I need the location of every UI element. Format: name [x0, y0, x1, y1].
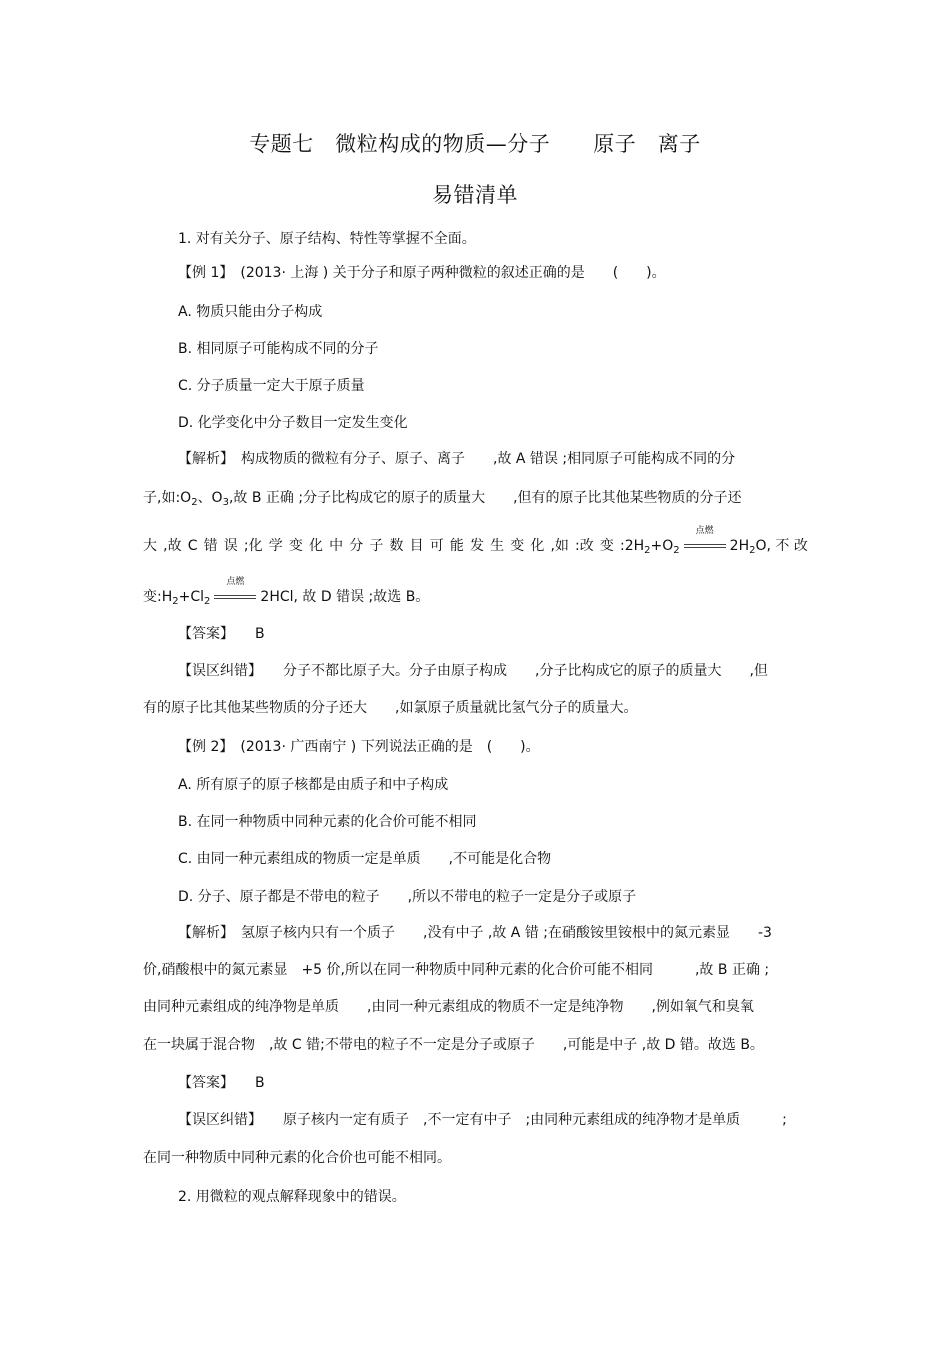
example-2-answer: 【答案】 B: [178, 1075, 265, 1091]
example-2-analysis-line-3: 由同种元素组成的纯净物是单质 ,由同一种元素组成的物质不一定是纯净物 ,例如氧气和臭氧: [143, 999, 754, 1015]
example-2-option-b: B. 在同一种物质中同种元素的化合价可能不相同: [178, 814, 477, 830]
example-1-option-d: D. 化学变化中分子数目一定发生变化: [178, 415, 408, 431]
example-1-option-b: B. 相同原子可能构成不同的分子: [178, 341, 379, 357]
example-1-analysis-line-4: 变$:H_2+Cl_2$ 点燃 2HCl, 故 D 错误 ;故选 B。: [143, 577, 430, 607]
example-1-option-c: C. 分子质量一定大于原子质量: [178, 378, 365, 394]
example-2-analysis-line-1: 【解析】 氢原子核内只有一个质子 ,没有中子 ,故 A 错 ;在硝酸铵里铵根中的氮元素显 -3: [178, 925, 772, 941]
example-1-analysis-line-3: 大 ,故 C 错 误 ;化 学 变 化 中 分 子 数 目 可 能 发 生 变 化 ,如 :改 变 $:2H_2+O_2$ 点燃 $2H_2O$, 不 改: [143, 536, 808, 561]
example-2-analysis-line-2: 价,硝酸根中的氮元素显 +5 价,所以在同一种物质中同种元素的化合价可能不相同 ,故 B 正确 ;: [143, 962, 770, 978]
example-1-option-a: A. 物质只能由分子构成: [178, 304, 323, 320]
section-subtitle: 易错清单: [432, 183, 518, 207]
example-2-correction-line-1: 【误区纠错】 原子核内一定有质子 ,不一定有中子 ;由同种元素组成的纯净物才是单质 ;: [178, 1112, 787, 1128]
example-1-correction-line-1: 【误区纠错】 分子不都比原子大。分子由原子构成 ,分子比构成它的原子的质量大 ,但: [178, 663, 768, 679]
example-2-stem: 【例 2】 (2013· 广西南宁 ) 下列说法正确的是 ( )。: [178, 739, 540, 755]
example-1-stem: 【例 1】 (2013· 上海 ) 关于分子和原子两种微粒的叙述正确的是 ( )。: [178, 265, 666, 281]
example-2-option-a: A. 所有原子的原子核都是由质子和中子构成: [178, 777, 449, 793]
item-heading-2: 2. 用微粒的观点解释现象中的错误。: [178, 1189, 406, 1205]
reaction-equation-water: $:2H_2+O_2$ 点燃 $2H_2O$, 不 改: [620, 526, 808, 556]
example-1-correction-line-2: 有的原子比其他某些物质的分子还大 ,如氯原子质量就比氢气分子的质量大。: [143, 700, 638, 716]
example-2-analysis-line-4: 在一块属于混合物 ,故 C 错;不带电的粒子不一定是分子或原子 ,可能是中子 ,故 D 错。故选 B。: [143, 1037, 764, 1053]
example-1-analysis-line-2: 子,如$:O_2$、$O_3$,故 B 正确 ;分子比构成它的原子的质量大 ,但有的原子比其他某些物质的分子还: [143, 490, 742, 508]
example-2-correction-line-2: 在同一种物质中同种元素的化合价也可能不相同。: [143, 1150, 451, 1166]
example-1-analysis-line-1: 【解析】 构成物质的微粒有分子、原子、离子 ,故 A 错误 ;相同原子可能构成不同的分: [178, 451, 736, 467]
example-1-answer: 【答案】 B: [178, 626, 265, 642]
reaction-arrow: 点燃: [682, 536, 728, 556]
item-heading-1: 1. 对有关分子、原子结构、特性等掌握不全面。: [178, 231, 476, 247]
page-title: 专题七 微粒构成的物质—分子 原子 离子: [249, 132, 701, 156]
example-2-option-c: C. 由同一种元素组成的物质一定是单质 ,不可能是化合物: [178, 851, 552, 867]
example-2-option-d: D. 分子、原子都是不带电的粒子 ,所以不带电的粒子一定是分子或原子: [178, 889, 637, 905]
reaction-arrow: 点燃: [212, 587, 258, 607]
